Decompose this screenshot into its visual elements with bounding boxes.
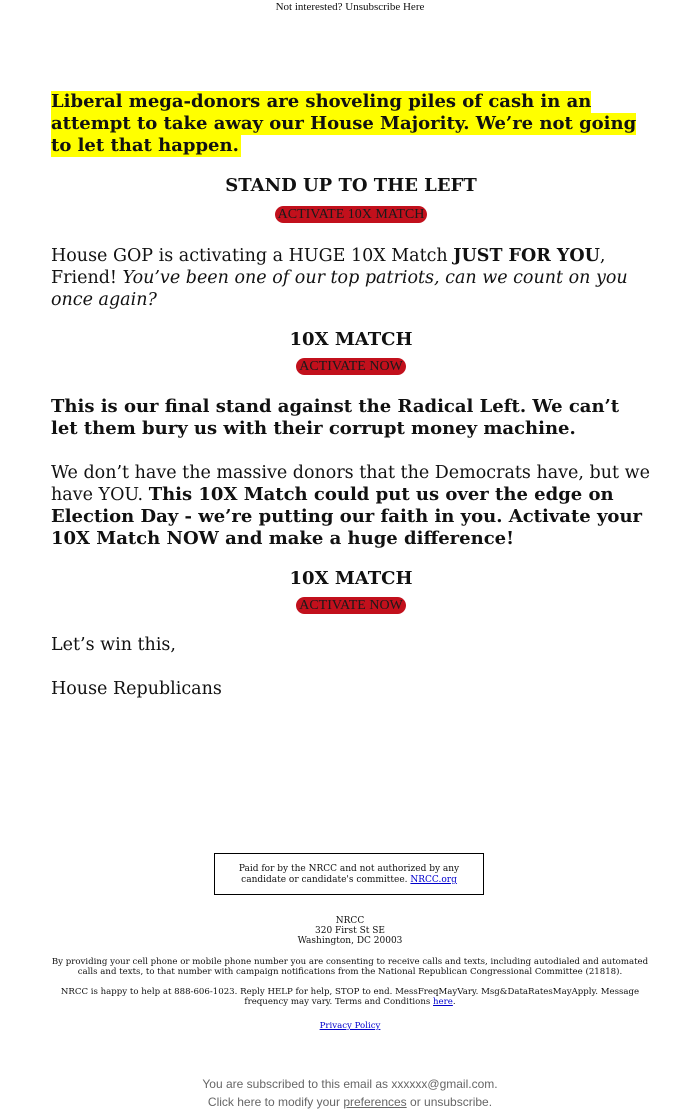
unsubscribe-link[interactable]: Not interested? Unsubscribe Here <box>275 1 425 13</box>
modify-subscription <box>0 1093 700 1111</box>
address-street: 320 First St SE <box>315 926 385 936</box>
section-title-match-1: 10X MATCH <box>289 329 413 350</box>
nrcc-org-link[interactable]: NRCC.org <box>410 875 457 885</box>
sms-consent-text: By providing your cell phone or mobile phone number you are consenting to receive calls and texts, including autodialed and automated calls and texts, to that number with campaign notifications from the National Republican Congressional Committee (21818). <box>51 957 649 977</box>
intro-text: House GOP is activating a HUGE 10X Match <box>51 246 454 266</box>
donors-paragraph <box>51 462 651 550</box>
subscription-notice: You are subscribed to this email as xxxxxx@gmail.com. <box>202 1077 498 1091</box>
help-text <box>50 987 650 1007</box>
donors-text: We don’t have the massive donors that the Democrats have, but we have YOU. <box>51 463 650 505</box>
donors-bold: This 10X Match could put us over the edge on Election Day - we’re putting our faith in you. Activate your 10X Match NOW and make a huge difference! <box>51 484 643 549</box>
headline <box>51 91 651 157</box>
privacy-row <box>50 1021 650 1031</box>
address-city: Washington, DC 20003 <box>297 936 403 946</box>
final-stand-paragraph: This is our final stand against the Radical Left. We can’t let them bury us with their corrupt money machine. <box>51 396 620 439</box>
modify-text: Click here to modify your <box>207 1095 344 1109</box>
intro-text-2: , Friend! <box>51 246 606 288</box>
section-title-match-2: 10X MATCH <box>289 568 413 589</box>
intro-bold: JUST FOR YOU <box>453 246 600 266</box>
terms-here-link[interactable]: here <box>433 997 453 1007</box>
mailing-address <box>0 916 700 946</box>
activate-now-button-2[interactable]: ACTIVATE NOW <box>296 597 406 614</box>
activate-now-button-1[interactable]: ACTIVATE NOW <box>296 358 406 375</box>
signoff-line: Let’s win this, <box>51 635 176 655</box>
preferences-link[interactable]: preferences <box>343 1095 407 1109</box>
signature: House Republicans <box>51 679 222 699</box>
paid-for-text: Paid for by the NRCC and not authorized by any candidate or candidate's committee. <box>238 864 460 885</box>
email-body <box>51 91 651 700</box>
headline-highlight: Liberal mega-donors are shoveling piles of cash in an attempt to take away our House Majority. We’re not going to let that happen. <box>51 91 637 156</box>
privacy-policy-link[interactable]: Privacy Policy <box>319 1021 381 1031</box>
unsubscribe-text: or unsubscribe. <box>406 1095 493 1109</box>
paid-for-disclaimer <box>214 853 484 895</box>
section-title-stand-up: STAND UP TO THE LEFT <box>225 175 477 196</box>
activate-10x-match-button[interactable]: ACTIVATE 10X MATCH <box>275 206 428 223</box>
address-name: NRCC <box>335 916 365 926</box>
intro-paragraph <box>51 245 651 311</box>
intro-italic: You’ve been one of our top patriots, can we count on you once again? <box>51 268 628 310</box>
help-text-end: . <box>452 997 456 1007</box>
help-text-body: NRCC is happy to help at 888-606-1023. Reply HELP for help, STOP to end. MessFreqMayVary. Msg&DataRatesMayApply. Message frequency may vary. Terms and Conditions <box>60 987 640 1007</box>
